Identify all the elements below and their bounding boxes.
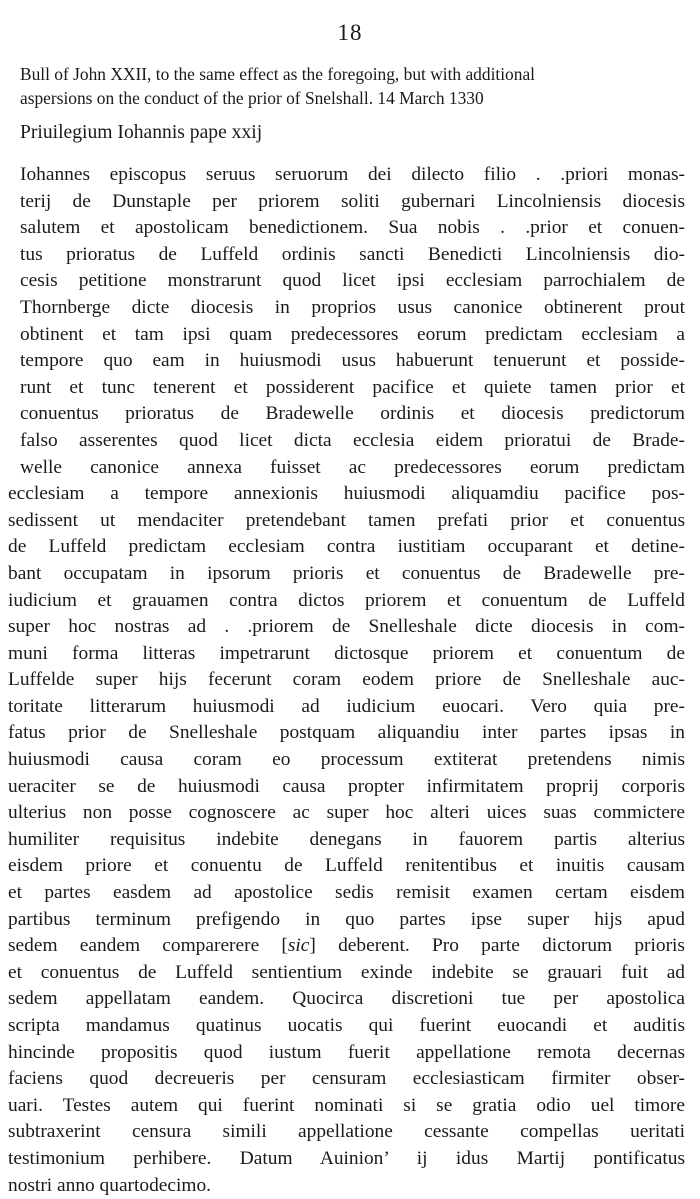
body-line: nostri anno quartodecimo. bbox=[8, 1174, 212, 1196]
body-line: terij de Dunstaple per priorem soliti gubernari Lincolniensis diocesis bbox=[20, 190, 685, 212]
document-title: Priuilegium Iohannis pape xxij bbox=[20, 122, 263, 143]
body-line: huiusmodi causa coram eo processum extiterat pretendens nimis bbox=[8, 749, 685, 771]
body-line: tus prioratus de Luffeld ordinis sancti Benedicti Lincolniensis dio- bbox=[20, 243, 685, 265]
body-line: ecclesiam a tempore annexionis huiusmodi aliquamdiu pacifice pos- bbox=[8, 483, 685, 505]
body-line: runt et tunc tenerent et possiderent pacifice et quiete tamen prior et bbox=[20, 376, 685, 398]
summary-line: Bull of John XXII, to the same effect as the foregoing, but with additional bbox=[20, 64, 536, 84]
body-line: iudicium et grauamen contra dictos priorem et conuentum de Luffeld bbox=[8, 589, 685, 611]
body-line: salutem et apostolicam benedictionem. Sua nobis . .prior et conuen- bbox=[20, 217, 685, 239]
body-line: ueraciter se de huiusmodi causa propter infirmitatem proprij corporis bbox=[8, 775, 685, 797]
body-line: super hoc nostras ad . .priorem de Snelleshale dicte diocesis in com- bbox=[8, 616, 685, 638]
body-line: subtraxerint censura simili appellatione cessante compellas ueritati bbox=[8, 1121, 685, 1143]
body-line: cesis petitione monstrarunt quod licet ipsi ecclesiam parrochialem de bbox=[20, 270, 685, 292]
body-line: tempore quo eam in huiusmodi usus habuerunt tenuerunt et posside- bbox=[20, 350, 685, 372]
body-line: Luffelde super hijs fecerunt coram eodem priore de Snelleshale auc- bbox=[8, 669, 685, 691]
page-number: 18 bbox=[337, 20, 363, 45]
body-line: faciens quod decreueris per censuram ecclesiasticam firmiter obser- bbox=[8, 1068, 685, 1090]
document-body bbox=[0, 162, 700, 1199]
body-line: et conuentus de Luffeld sentientium exinde indebite se grauari fuit ad bbox=[8, 961, 685, 983]
body-line: welle canonice annexa fuisset ac predecessores eorum predictam bbox=[20, 456, 685, 478]
body-line: obtinent et tam ipsi quam predecessores eorum predictam ecclesiam a bbox=[20, 323, 685, 345]
body-line: humiliter requisitus indebite denegans in fauorem partis alterius bbox=[8, 828, 685, 850]
body-line: toritate litterarum huiusmodi ad iudicium euocari. Vero quia pre- bbox=[8, 695, 685, 717]
body-line: eisdem priore et conuentu de Luffeld renitentibus et inuitis causam bbox=[8, 855, 685, 877]
body-line: bant occupatam in ipsorum prioris et conuentus de Bradewelle pre- bbox=[8, 562, 685, 584]
body-line: sedem appellatam eandem. Quocirca discretioni tue per apostolica bbox=[8, 988, 685, 1010]
body-line: sedem eandem comparerere [sic] deberent. Pro parte dictorum prioris bbox=[8, 935, 685, 957]
body-line: ulterius non posse cognoscere ac super hoc alteri uices suas commictere bbox=[8, 802, 685, 824]
body-line: partibus terminum prefigendo in quo partes ipse super hijs apud bbox=[8, 908, 685, 930]
body-line: conuentus prioratus de Bradewelle ordinis et diocesis predictorum bbox=[20, 403, 685, 425]
body-line: et partes easdem ad apostolice sedis remisit examen certam eisdem bbox=[8, 882, 685, 904]
body-line: scripta mandamus quatinus uocatis qui fuerint euocandi et auditis bbox=[8, 1015, 685, 1036]
body-line: uari. Testes autem qui fuerint nominati si se gratia odio uel timore bbox=[8, 1094, 685, 1116]
summary-line: aspersions on the conduct of the prior of Snelshall. 14 March 1330 bbox=[20, 88, 484, 108]
body-line: hincinde propositis quod iustum fuerit appellatione remota decernas bbox=[8, 1041, 685, 1063]
body-line: fatus prior de Snelleshale postquam aliquandiu inter partes ipsas in bbox=[8, 722, 685, 744]
body-line: de Luffeld predictam ecclesiam contra iustitiam occuparant et detine- bbox=[8, 536, 685, 558]
body-line: sedissent ut mendaciter pretendebant tamen prefati prior et conuentus bbox=[8, 509, 685, 531]
body-line: Thornberge dicte diocesis in proprios usus canonice obtinerent prout bbox=[20, 296, 685, 318]
body-line: testimonium perhibere. Datum Auinion’ ij idus Martij pontificatus bbox=[8, 1147, 685, 1169]
body-line: Iohannes episcopus seruus seruorum dei dilecto filio . .priori monas- bbox=[20, 164, 685, 185]
body-line: falso asserentes quod licet dicta ecclesia eidem prioratui de Brade- bbox=[20, 429, 685, 451]
document-summary bbox=[20, 62, 685, 110]
body-line: muni forma litteras impetrarunt dictosque priorem et conuentum de bbox=[8, 642, 685, 664]
